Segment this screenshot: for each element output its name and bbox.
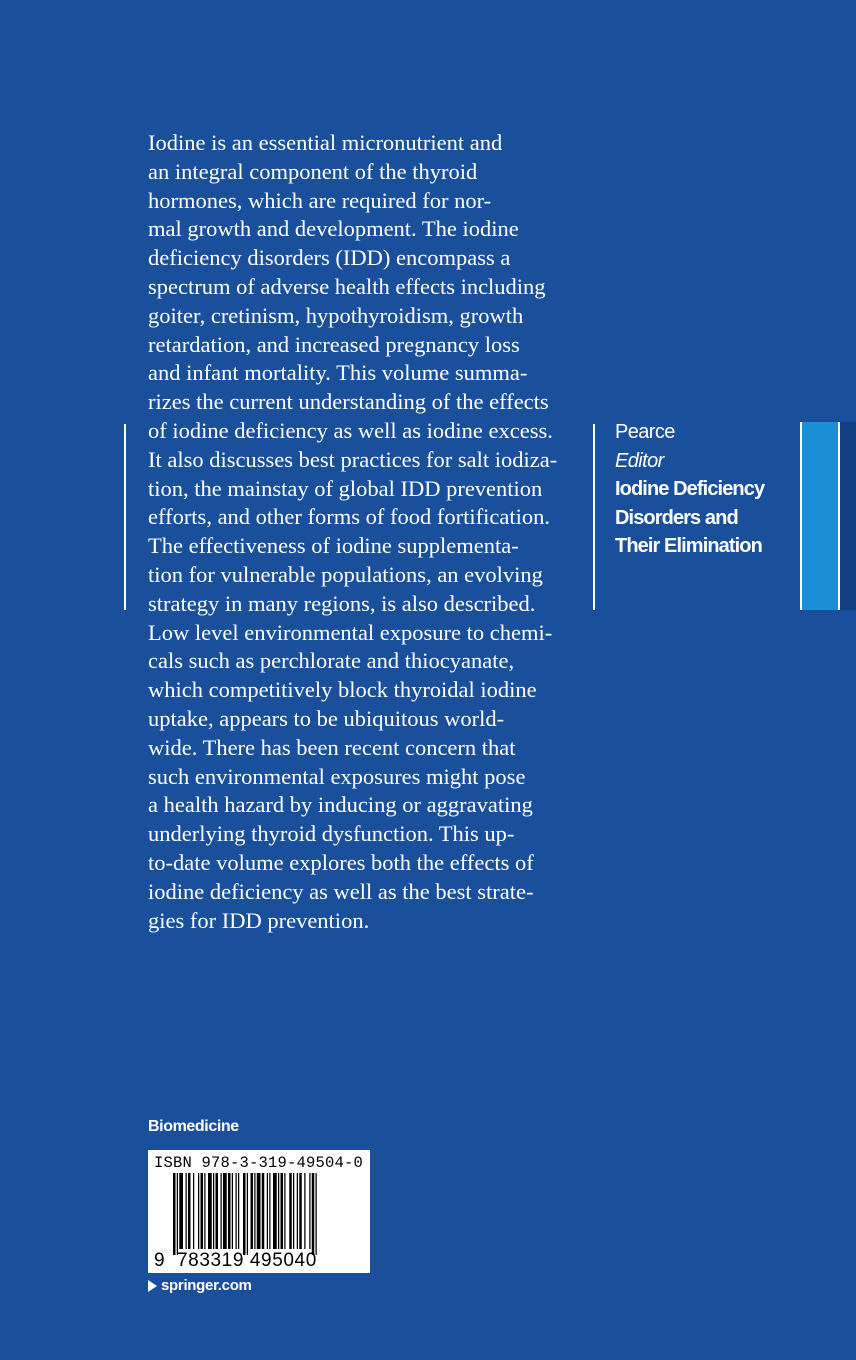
isbn-label: ISBN 978-3-319-49504-0 (154, 1154, 364, 1172)
barcode-bar (299, 1173, 302, 1249)
blurb-line: goiter, cretinism, hypothyroidism, growth (148, 302, 524, 328)
barcode-bar (201, 1173, 204, 1249)
blurb-line: Low level environmental exposure to chemi- (148, 619, 553, 645)
barcode-bar (316, 1173, 317, 1255)
blurb-line: Iodine is an essential micronutrient and (148, 130, 503, 155)
barcode-bar (278, 1173, 279, 1249)
editor-role: Editor (615, 449, 664, 472)
left-divider-rule (124, 424, 126, 610)
barcode-bar (232, 1173, 233, 1249)
blurb-line: efforts, and other forms of food fortification. (148, 504, 550, 530)
blurb-line: mal growth and development. The iodine (148, 216, 519, 242)
barcode-bar (228, 1173, 231, 1249)
right-divider-rule (593, 424, 595, 610)
editor-name: Pearce (615, 421, 675, 443)
blurb-line: rizes the current understanding of the effects (148, 389, 549, 415)
play-triangle-icon (148, 1280, 157, 1292)
barcode-bar (198, 1173, 199, 1249)
barcode-bar (179, 1173, 183, 1249)
blurb-line: tion for vulnerable populations, an evolving (148, 561, 543, 587)
blurb-line: spectrum of adverse health effects including (148, 273, 546, 299)
barcode-bar (293, 1173, 294, 1249)
barcode-bar (297, 1173, 298, 1249)
barcode-bar (269, 1173, 270, 1249)
barcode-digit-prefix: 9 (154, 1250, 165, 1271)
blurb-line: uptake, appears to be ubiquitous world- (148, 705, 505, 731)
barcode-bar (284, 1173, 285, 1249)
blurb-line: It also discusses best practices for salt iodiza- (148, 446, 558, 472)
barcode-bar (251, 1173, 254, 1249)
isbn-barcode (148, 1150, 370, 1273)
book-title-line: Iodine Deficiency (615, 478, 765, 500)
spine-color-band (800, 422, 840, 610)
barcode-bar (186, 1173, 187, 1249)
barcode-bar (289, 1173, 292, 1249)
barcode-bar (223, 1173, 227, 1249)
blurb-line: retardation, and increased pregnancy loss (148, 331, 520, 357)
barcode-digits: 783319 495040 (177, 1250, 317, 1271)
book-title-line: Their Elimination (615, 535, 762, 557)
barcode-bar (221, 1173, 222, 1249)
barcode-bar (267, 1173, 268, 1249)
blurb-line: and infant mortality. This volume summa- (148, 360, 528, 386)
publisher-link-text[interactable]: springer.com (161, 1277, 252, 1294)
publisher-link[interactable] (148, 1277, 252, 1294)
barcode-bar (238, 1173, 239, 1249)
blurb-line: cals such as perchlorate and thiocyanate, (148, 648, 515, 674)
barcode-bar (262, 1173, 265, 1249)
barcode-bar (247, 1173, 248, 1255)
barcode-bar (193, 1173, 194, 1249)
series-label: Biomedicine (148, 1118, 239, 1135)
barcode-bar (204, 1173, 205, 1249)
book-title-line: Disorders and (615, 506, 738, 529)
barcode-bar (236, 1173, 237, 1249)
blurb-line: deficiency disorders (IDD) encompass a (148, 245, 511, 271)
barcode-bar (257, 1173, 261, 1249)
editor-title-block (615, 418, 795, 561)
barcode-bar (216, 1173, 219, 1249)
barcode-bar (273, 1173, 277, 1249)
blurb-line: underlying thyroid dysfunction. This up- (148, 821, 515, 847)
barcode-bar (304, 1173, 305, 1249)
barcode-bar (177, 1173, 178, 1255)
barcode-bar (188, 1173, 191, 1249)
blurb-line: an integral component of the thyroid (148, 158, 478, 184)
blurb-line: tion, the mainstay of global IDD prevention (148, 475, 543, 501)
blurb-line: such environmental exposures might pose (148, 763, 526, 789)
back-cover-blurb (148, 129, 578, 935)
barcode-bar (243, 1173, 246, 1255)
barcode-bar (254, 1173, 255, 1249)
blurb-line: The effectiveness of iodine supplementa- (148, 533, 519, 559)
spine-edge (840, 422, 856, 610)
blurb-line: a health hazard by inducing or aggravating (148, 792, 533, 818)
blurb-line: hormones, which are required for nor- (148, 187, 492, 213)
barcode-bar (309, 1173, 310, 1249)
barcode-bar (281, 1173, 284, 1249)
barcode-bar (173, 1173, 176, 1255)
blurb-line: iodine deficiency as well as the best strate- (148, 878, 534, 904)
blurb-line: of iodine deficiency as well as iodine excess. (148, 417, 553, 443)
blurb-line: which competitively block thyroidal iodine (148, 677, 537, 703)
blurb-line: gies for IDD prevention. (148, 907, 370, 933)
blurb-line: wide. There has been recent concern that (148, 734, 516, 760)
barcode-bar (312, 1173, 315, 1255)
barcode-bar (208, 1173, 212, 1249)
blurb-line: strategy in many regions, is also described. (148, 590, 536, 616)
barcode-bar (213, 1173, 214, 1249)
blurb-line: to-date volume explores both the effects of (148, 849, 534, 875)
